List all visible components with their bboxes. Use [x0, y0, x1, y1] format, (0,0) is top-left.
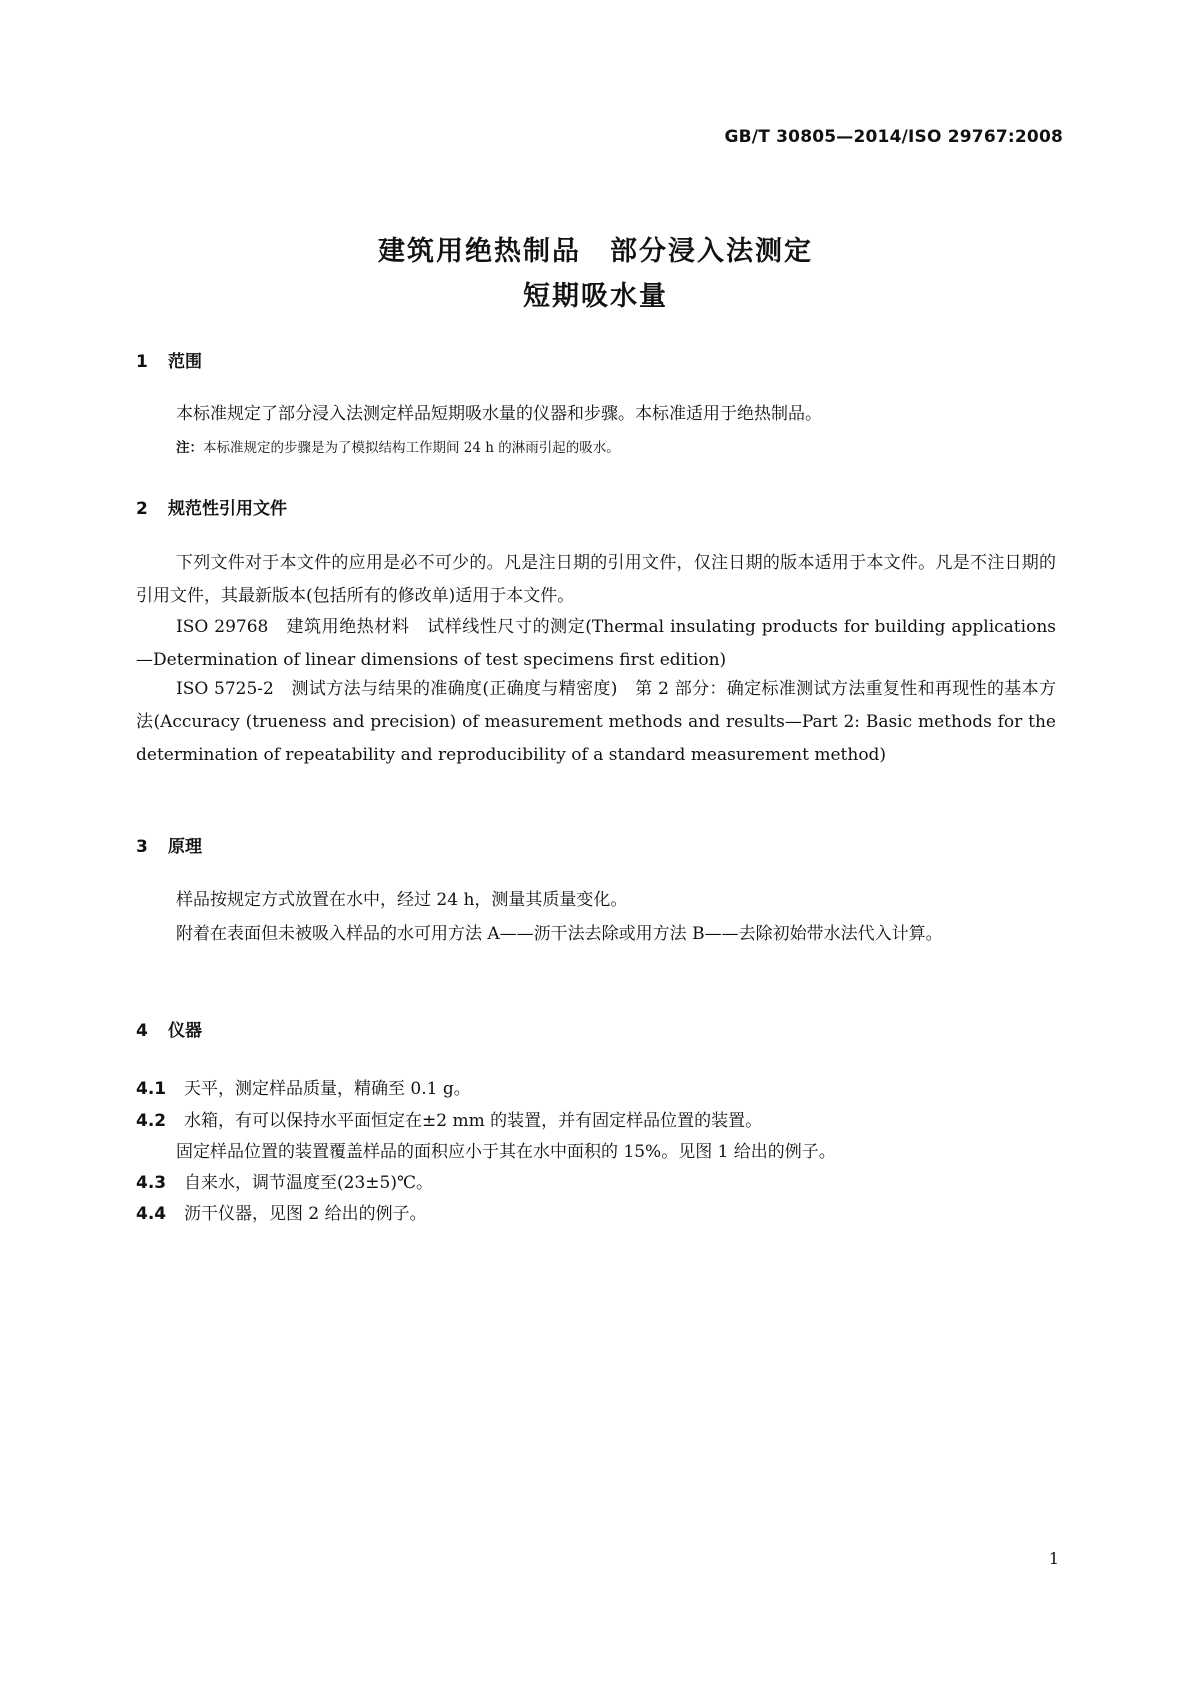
page-number: 1: [1048, 1549, 1059, 1568]
section-1-note: [176, 436, 620, 456]
section-1-title: 范围: [168, 352, 202, 372]
clause-4-1: [136, 1074, 471, 1099]
clause-4-2: [136, 1106, 762, 1131]
section-3-heading: [136, 832, 202, 857]
section-3-number: 3: [136, 837, 148, 857]
normative-reference-iso-5725-2: ISO 5725-2 测试方法与结果的准确度(正确度与精密度) 第 2 部分：确定标准测试方法重复性和再现性的基本方法(Accuracy (trueness and precision) of measurement methods and results—Part 2: Basic methods for the determination of repeatability and reproducibility of a standard measurement method): [136, 679, 1056, 765]
section-2-number: 2: [136, 499, 148, 519]
section-1-paragraph: 本标准规定了部分浸入法测定样品短期吸水量的仪器和步骤。本标准适用于绝热制品。: [176, 404, 822, 424]
section-3-title: 原理: [168, 837, 202, 857]
normative-reference-iso-29768: ISO 29768 建筑用绝热材料 试样线性尺寸的测定(Thermal insulating products for building applications—Determination of linear dimensions of test specimens first edition): [136, 617, 1056, 670]
clause-4-4: [136, 1199, 427, 1224]
section-1-number: 1: [136, 352, 148, 372]
standard-number-header: GB/T 30805—2014/ISO 29767:2008: [724, 127, 1063, 147]
clause-4-3: [136, 1168, 433, 1193]
section-3-paragraph-2: 附着在表面但未被吸入样品的水可用方法 A——沥干法去除或用方法 B——去除初始带水法代入计算。: [176, 924, 943, 944]
clause-4-3-number: 4.3: [136, 1173, 167, 1193]
note-label: 注：: [176, 440, 203, 456]
section-4-number: 4: [136, 1021, 148, 1041]
clause-4-1-number: 4.1: [136, 1079, 167, 1099]
section-1-heading: [136, 347, 202, 372]
clause-4-4-number: 4.4: [136, 1204, 167, 1224]
section-2-title: 规范性引用文件: [168, 499, 287, 519]
document-title-line-1: 建筑用绝热制品 部分浸入法测定: [378, 236, 813, 267]
section-2-paragraph: 下列文件对于本文件的应用是必不可少的。凡是注日期的引用文件，仅注日期的版本适用于本文件。凡是不注日期的引用文件，其最新版本(包括所有的修改单)适用于本文件。: [136, 553, 1056, 606]
clause-4-3-text: 自来水，调节温度至(23±5)℃。: [184, 1173, 433, 1193]
section-3-paragraph-1: 样品按规定方式放置在水中，经过 24 h，测量其质量变化。: [176, 890, 628, 910]
section-4-heading: [136, 1016, 202, 1041]
section-2-heading: [136, 494, 287, 519]
clause-4-2-continuation: 固定样品位置的装置覆盖样品的面积应小于其在水中面积的 15%。见图 1 给出的例子。: [176, 1142, 836, 1162]
clause-4-1-text: 天平，测定样品质量，精确至 0.1 g。: [184, 1079, 471, 1099]
note-text: 本标准规定的步骤是为了模拟结构工作期间 24 h 的淋雨引起的吸水。: [203, 440, 620, 456]
clause-4-2-number: 4.2: [136, 1111, 167, 1131]
clause-4-4-text: 沥干仪器，见图 2 给出的例子。: [184, 1204, 427, 1224]
document-title-line-2: 短期吸水量: [523, 281, 668, 312]
clause-4-2-text: 水箱，有可以保持水平面恒定在±2 mm 的装置，并有固定样品位置的装置。: [184, 1111, 763, 1131]
section-4-title: 仪器: [168, 1021, 202, 1041]
